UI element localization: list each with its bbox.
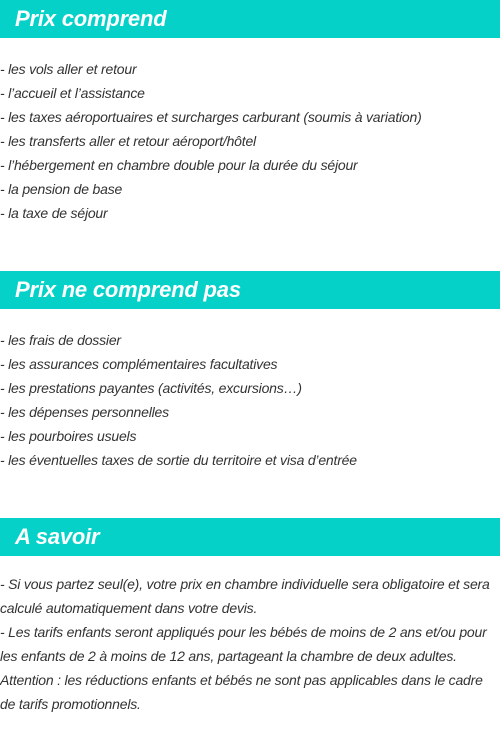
list-item: - les vols aller et retour [0, 61, 137, 77]
info-paragraph: - Les tarifs enfants seront appliqués pour les bébés de moins de 2 ans et/ou pour les enfants de 2 à moins de 12 ans, partageant la chambre de deux adultes. Attention : les réductions enfants et bébés ne sont pas applicables dans le cadre de tarifs promotionnels. [0, 624, 487, 712]
list-item: - les assurances complémentaires facultatives [0, 356, 278, 372]
list-item: - les dépenses personnelles [0, 404, 169, 420]
list-item: - la pension de base [0, 181, 123, 197]
list-item: - les pourboires usuels [0, 428, 137, 444]
list-item: - l’hébergement en chambre double pour la durée du séjour [0, 157, 358, 173]
section-prix-ne-comprend-pas [0, 271, 500, 472]
section-title-a-savoir: A savoir [0, 518, 500, 556]
list-item: - les transferts aller et retour aéroport/hôtel [0, 133, 256, 149]
list-item: - la taxe de séjour [0, 205, 108, 221]
list-item: - les éventuelles taxes de sortie du territoire et visa d’entrée [0, 452, 357, 468]
info-paragraph: - Si vous partez seul(e), votre prix en chambre individuelle sera obligatoire et sera calculé automatiquement dans votre devis. [0, 576, 490, 616]
list-item: - les taxes aéroportuaires et surcharges carburant (soumis à variation) [0, 109, 422, 125]
section-prix-comprend [0, 0, 500, 225]
section-title-prix-comprend: Prix comprend [0, 0, 500, 38]
excluded-list [0, 328, 500, 472]
section-title-prix-ne-comprend-pas: Prix ne comprend pas [0, 271, 500, 309]
list-item: - les prestations payantes (activités, excursions…) [0, 380, 302, 396]
included-list [0, 57, 500, 225]
list-item: - les frais de dossier [0, 332, 121, 348]
list-item: - l’accueil et l’assistance [0, 85, 145, 101]
section-a-savoir [0, 518, 500, 716]
